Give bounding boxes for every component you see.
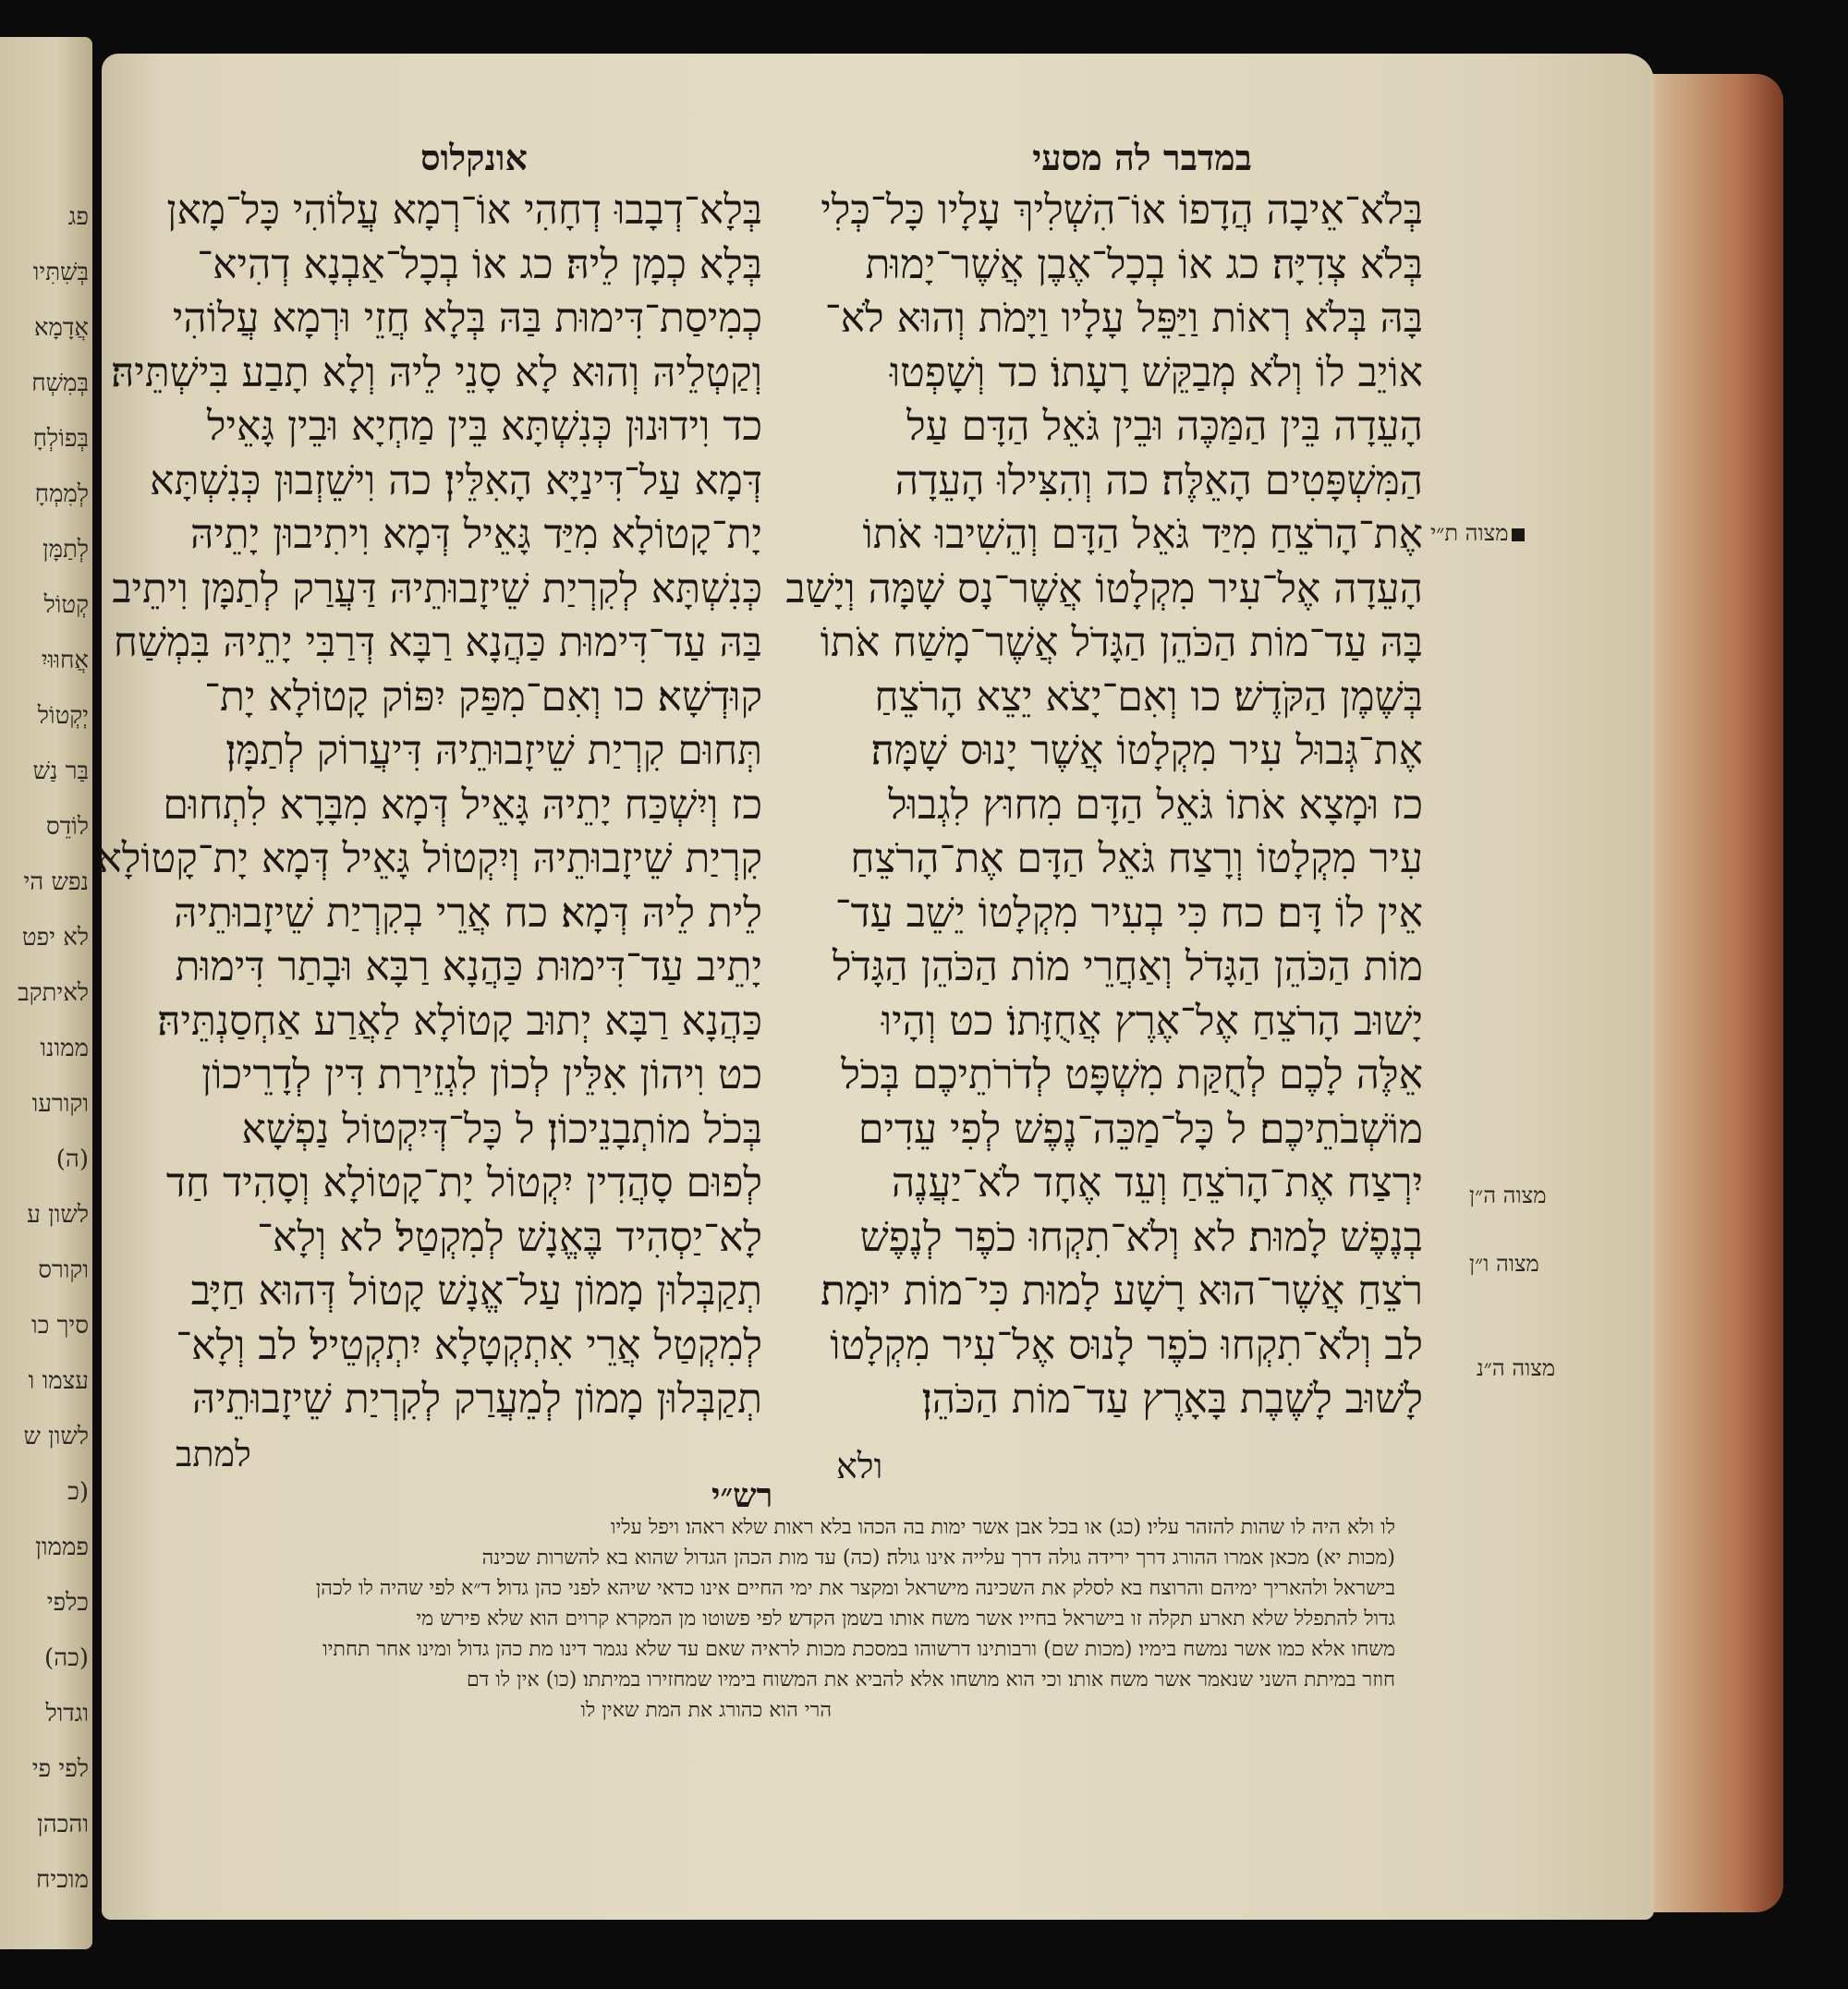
left-page-line: בְּשִׁתִּיו: [32, 259, 89, 286]
onkelos-text-line: דְּמָא עַל־דִּינַיָּא הָאִלֵּין׃ כה וִישֵׁזְבוּן כְּנִשְׁתָּא: [150, 456, 762, 504]
onkelos-text-line: תְקַבְּלוּן מָמוֹן עַל־אֱנָשׁ קָטוֹל דְּהוּא חַיָּב: [190, 1267, 762, 1315]
onkelos-text-line: לְפוּם סָהֲדִין יִקְטוֹל יָת־קָטוֹלָא וְסָהִיד חַד: [165, 1159, 762, 1207]
hebrew-text-line: בָּהּ בְּלֹא רְאוֹת וַיַּפֵּל עָלָיו וַיָּמֹת וְהוּא לֹא־: [824, 295, 1423, 342]
margin-note-mitzvah-3: מצוה ו״ן: [1469, 1251, 1539, 1277]
onkelos-text-line: בְּכֹל מוֹתְבָנֵיכוֹן׃ ל כָּל־דְּיִקְטוֹל נַפְשָׁא: [241, 1105, 762, 1153]
hebrew-text-line: אֶת־הָרֹצֵחַ מִיַּד גֹּאֵל הַדָּם וְהֵשִׁיבוּ אֹתוֹ: [862, 511, 1423, 558]
left-page-line: פג: [67, 203, 89, 231]
onkelos-text-line: יָתֵיב עַד־דִּימוּת כַּהֲנָא רַבָּא וּבָתַר דִּימוּת: [175, 943, 762, 990]
left-page-line: קְטוֹל: [43, 591, 89, 619]
left-page-line: לוֹדֵס: [45, 813, 89, 841]
left-page-line: יְקְטוֹל: [37, 702, 89, 730]
margin-note-mitzvah-2: מצוה ה״ן: [1469, 1182, 1547, 1208]
rashi-line: הרי הוא כהורג את המת שאין לו: [580, 1699, 832, 1722]
left-page-line: (כה): [44, 1644, 89, 1672]
page-heading-onkelos: אונקלוס: [420, 137, 528, 178]
hebrew-text-line: יָשׁוּב הָרֹצֵחַ אֶל־אֶרֶץ אֲחֻזָּתוֹ׃ כט וְהָיוּ: [881, 997, 1423, 1045]
onkelos-text-line: לָא־יַסְהִיד בֶּאֱנָשׁ לְמִקְטַל׃ לא וְלָא־: [257, 1213, 762, 1261]
hebrew-text-line: יִרְצַח אֶת־הָרֹצֵחַ וְעֵד אֶחָד לֹא־יַעֲנֶה: [891, 1159, 1423, 1207]
onkelos-text-line: בַּהּ עַד־דִּימוּת כַּהֲנָא רַבָּא דְּרַבִּי יָתֵיהּ בִּמְשַׁח: [113, 619, 762, 666]
onkelos-text-line: כט וִיהוֹן אִלֵּין לְכוֹן לִגְזֵירַת דִּין לְדָרֵיכוֹן: [201, 1051, 762, 1098]
left-page-line: בַּר נַשׁ: [32, 758, 89, 785]
left-page-line: לשון ע: [27, 1201, 89, 1229]
left-page-line: פממון: [35, 1534, 89, 1561]
rashi-title: רש״י: [711, 1476, 773, 1515]
onkelos-text-line: קוּדְשָׁא׃ כו וְאִם־מִפַּק יִפּוֹק קָטוֹלָא יָת־: [204, 673, 762, 721]
hebrew-text-line: אֵלֶּה לָכֶם לְחֻקַּת מִשְׁפָּט לְדֹרֹתֵיכֶם בְּכֹל: [841, 1051, 1423, 1098]
onkelos-text-line: לֵית לֵיהּ דְּמָא׃ כח אֲרֵי בְקִרְיַת שֵׁיזָבוּתֵיהּ: [174, 889, 762, 937]
hebrew-text-line: אוֹיֵב לוֹ וְלֹא מְבַקֵּשׁ רָעָתוֹ׃ כד וְשָׁפְטוּ: [890, 348, 1423, 396]
left-page-line: עצמו ו: [28, 1367, 89, 1395]
hebrew-text-line: בְּלֹא־אֵיבָה הֲדָפוֹ אוֹ־הִשְׁלִיךְ עָלָיו כָּל־כְּלִי: [821, 187, 1423, 234]
left-page-line: לא יפט: [21, 924, 89, 952]
rashi-line: חוזר במיתת השני שנאמר אשר משח אותו׃ וכי הוא מושחו אלא להביא את המשוח בימיו שמחזירו במיתתו׃ (כו) אין לו דם: [466, 1668, 1395, 1692]
hebrew-text-line: הָעֵדָה אֶל־עִיר מִקְלָטוֹ אֲשֶׁר־נָס שָׁמָּה וְיָשַׁב: [785, 564, 1423, 612]
hebrew-text-line: בָּהּ עַד־מוֹת הַכֹּהֵן הַגָּדֹל אֲשֶׁר־מָשַׁח אֹתוֹ: [820, 619, 1423, 666]
hebrew-text-line: עִיר מִקְלָטוֹ וְרָצַח גֹּאֵל הַדָּם אֶת־הָרֹצֵחַ: [850, 835, 1423, 882]
marker-icon: [1512, 528, 1525, 541]
left-page-line: בְּפוֹלְחָ: [32, 425, 89, 453]
hebrew-text-line: רֹצֵחַ אֲשֶׁר־הוּא רָשָׁע לָמוּת כִּי־מוֹת יוּמָת׃: [821, 1267, 1423, 1315]
left-page-line: (כ: [67, 1478, 89, 1506]
left-page-line: בְּמִשְׁח: [31, 370, 89, 397]
rashi-line: לו ולא היה לו שהות להזהר עליו׃ (כג) או בכל אבן אשר ימות בה הכהו בלא ראות שלא ראהו׃ ויפל עליו: [610, 1516, 1395, 1539]
onkelos-text-line: וְקַטְלֵיהּ וְהוּא לָא סָנֵי לֵיהּ וְלָא תָבַע בִּישְׁתֵּיהּ׃: [111, 348, 762, 396]
hebrew-text-line: לב וְלֹא־תִקְחוּ כֹפֶר לָנוּס אֶל־עִיר מִקְלָטוֹ: [830, 1321, 1423, 1369]
margin-note-mitzvah-1: מצוה ת״י: [1430, 520, 1525, 547]
onkelos-text-line: כְמִיסַת־דִּימוּת בַּהּ בְּלָא חֲזֵי וּרְמָא עֲלוֹהִי: [172, 295, 762, 342]
rashi-line: בישראל ולהאריך ימיהם והרוצח בא לסלק את השכינה מישראל ומקצר את ימי החיים אינו כדאי שיהא לפני כהן גדול׃ ד״א לפי שהיה לו לכהן: [315, 1577, 1395, 1600]
onkelos-text-line: בְּלָא־דְבָבוּ דְחָהִי אוֹ־רְמָא עֲלוֹהִי כָּל־מָאן: [166, 187, 762, 234]
hebrew-text-line: מוֹת הַכֹּהֵן הַגָּדֹל וְאַחֲרֵי מוֹת הַכֹּהֵן הַגָּדֹל: [833, 943, 1423, 990]
onkelos-text-line: כַּהֲנָא רַבָּא יְתוּב קָטוֹלָא לַאֲרַע אַחְסַנְתֵּיהּ׃: [157, 997, 762, 1045]
hebrew-text-line: בְּלֹא צְדִיָּה׃ כג אוֹ בְכָל־אֶבֶן אֲשֶׁר־יָמוּת: [865, 240, 1423, 288]
rashi-line: משחו אלא כמו אשר נמשח בימיו׃ (מכות שם) ורבותינו דרשוהו במסכת מכות לראיה שאם עד שלא נגמר דינו מת כהן גדול ומינו אחר תחתיו: [322, 1638, 1395, 1661]
left-page-edge: [0, 37, 92, 1949]
onkelos-text-line: יָת־קָטוֹלָא מִיַּד גָּאֵיל דְּמָא וִיתִיבוּן יָתֵיהּ: [189, 511, 762, 558]
onkelos-text-line: תְקַבְּלוּן מָמוֹן לְמֵעֲרַק לְקִרְיַת שֵׁיזָבוּתֵיהּ: [191, 1376, 762, 1423]
onkelos-text-line: תְּחוּם קִרְיַת שֵׁיזָבוּתֵיהּ דִּיעֲרוֹק לְתַמָּן׃: [225, 727, 762, 774]
left-page-line: (ה): [55, 1146, 89, 1173]
hebrew-text-line: כז וּמָצָא אֹתוֹ גֹּאֵל הַדָּם מִחוּץ לִגְבוּל: [888, 781, 1423, 829]
left-page-line: מוכיח: [36, 1866, 89, 1894]
onkelos-text-line: לְמִקְטַל אֲרֵי אִתְקְטָלָא יִתְקְטֵיל׃ לב וְלָא־: [176, 1321, 762, 1369]
hebrew-text-line: מוֹשְׁבֹתֵיכֶם׃ ל כָּל־מַכֵּה־נֶפֶשׁ לְפִי עֵדִים: [858, 1105, 1423, 1153]
onkelos-text-line: בְּלָא כְמָן לֵיהּ׃ כג אוֹ בְכָל־אַבְנָא דְהִיא־: [197, 240, 762, 288]
left-page-line: והכהן: [37, 1811, 89, 1838]
left-page-line: לאיתקב: [18, 979, 89, 1007]
onkelos-text-line: כד וִידוּנוּן כְּנִשְׁתָּא בֵּין מַחְיָא וּבֵין גָּאֵיל: [206, 403, 762, 450]
left-page-line: וקורעו: [31, 1090, 89, 1118]
left-page-line: כלפי: [46, 1589, 89, 1617]
left-page-line: אֲחוּוּיִ: [41, 647, 89, 674]
catchword-right: ולא: [836, 1446, 883, 1486]
left-page-line: וגדול: [45, 1700, 89, 1728]
rashi-line: (מכות יא) מכאן אמרו ההורג דרך ירידה גולה דרך עלייה אינו גולה׃ (כה) עד מות הכהן הגדול שהוא בא להשרות שכינה: [481, 1546, 1395, 1570]
left-page-line: לְמִמְחָ: [34, 480, 89, 508]
left-page-line: ממונו: [40, 1035, 89, 1062]
left-page-line: לשון ש: [23, 1423, 89, 1450]
left-page-line: נפש הי: [23, 868, 89, 896]
onkelos-text-line: קִרְיַת שֵׁיזָבוּתֵיהּ וְיִקְטוֹל גָּאֵיל דְּמָא יָת־קָטוֹלָא: [97, 835, 762, 882]
hebrew-text-line: בְּשֶׁמֶן הַקֹּדֶשׁ׃ כו וְאִם־יָצֹא יֵצֵא הָרֹצֵחַ: [874, 673, 1423, 721]
hebrew-text-line: בְנֶפֶשׁ לָמוּת׃ לא וְלֹא־תִקְחוּ כֹפֶר לְנֶפֶשׁ: [859, 1213, 1423, 1261]
page-fore-edge: [1635, 74, 1783, 1912]
hebrew-text-line: לָשׁוּב לָשֶׁבֶת בָּאָרֶץ עַד־מוֹת הַכֹּהֵן׃: [921, 1376, 1423, 1423]
margin-note-mitzvah-4: מצוה ה״נ: [1477, 1355, 1556, 1381]
hebrew-text-line: אֶת־גְּבוּל עִיר מִקְלָטוֹ אֲשֶׁר יָנוּס שָׁמָּה׃: [870, 727, 1423, 774]
rashi-line: גדול להתפלל שלא תארע תקלה זו בישראל בחייו׃ אשר משח אותו בשמן הקדש׃ לפי פשוטו מן המקרא קרוים הוא שלא פירש מי: [416, 1607, 1395, 1631]
left-page-line: אֲדָמָא: [33, 314, 89, 342]
onkelos-text-line: כז וְיִשְׁכַּח יָתֵיהּ גָּאֵיל דְּמָא מִבָּרָא לִתְחוּם: [163, 781, 762, 829]
left-page-line: סיך כו: [30, 1312, 89, 1340]
hebrew-text-line: הַמִּשְׁפָּטִים הָאֵלֶּה׃ כה וְהִצִּילוּ הָעֵדָה: [894, 456, 1423, 504]
left-page-line: וקורס: [38, 1256, 89, 1284]
catchword-left: למתב: [176, 1434, 251, 1474]
page-heading-bamidbar: במדבר לה מסעי: [1032, 137, 1252, 178]
hebrew-text-line: אֵין לוֹ דָּם׃ כח כִּי בְעִיר מִקְלָטוֹ יֵשֵׁב עַד־: [834, 889, 1423, 937]
hebrew-text-line: הָעֵדָה בֵּין הַמַּכֶּה וּבֵין גֹּאֵל הַדָּם עַל: [906, 403, 1423, 450]
left-page-line: לפי פי: [31, 1755, 89, 1783]
onkelos-text-line: כְּנִשְׁתָּא לְקִרְיַת שֵׁיזָבוּתֵיהּ דַּעֲרַק לְתַמָּן וִיתֵיב: [112, 564, 762, 612]
left-page-line: לְתַמָּן: [42, 536, 89, 564]
